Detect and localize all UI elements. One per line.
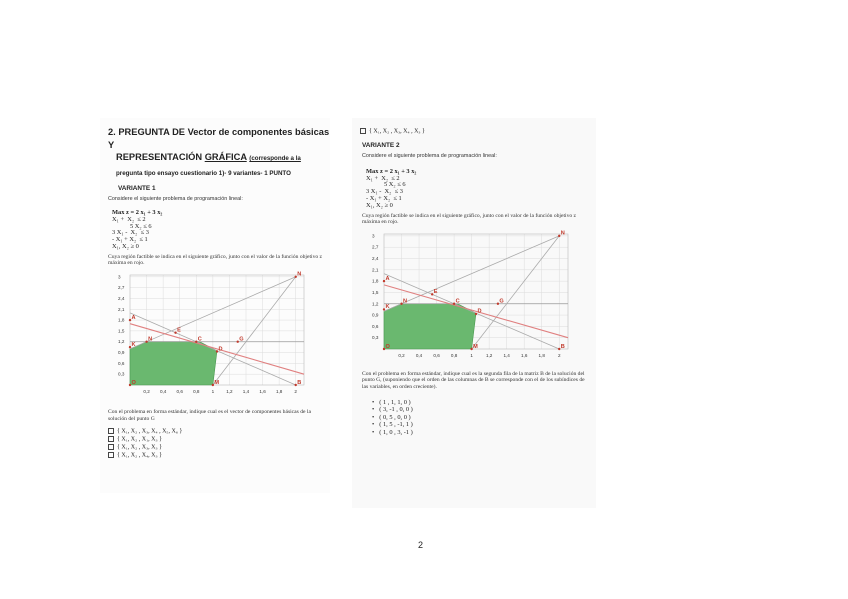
objective: Max z = 2 x₁ + 3 x₂ <box>112 209 163 216</box>
y-tick-label: 0,6 <box>118 360 125 366</box>
answer-list <box>372 399 596 437</box>
page-number: 2 <box>418 540 424 550</box>
y-tick-label: 3 <box>118 274 121 280</box>
constraint-3: 3 X₁ - X₂ ≤ 3 <box>366 188 403 196</box>
left-column <box>100 118 330 493</box>
x-tick-label: 1,6 <box>520 352 528 358</box>
constraint-3: 3 X₁ - X₂ ≤ 3 <box>112 229 149 237</box>
vertex-label: O <box>131 379 136 386</box>
x-tick-label: 0,8 <box>450 352 458 358</box>
option[interactable] <box>108 436 330 444</box>
carryover-option[interactable] <box>360 128 596 136</box>
nonnegativity: X₁, X₂ ≥ 0 <box>366 201 393 209</box>
y-tick-label: 0,3 <box>372 334 379 340</box>
vertex-label: K <box>131 341 136 348</box>
checkbox-icon[interactable] <box>108 452 114 458</box>
vertex-label: B <box>560 343 565 350</box>
vertex-label: N <box>297 271 302 278</box>
y-tick-label: 2,4 <box>372 255 379 261</box>
checkbox-icon[interactable] <box>108 428 114 434</box>
option-label: { X₁, X₂ , X₄, X₃ } <box>117 451 162 458</box>
y-tick-label: 0,6 <box>372 323 379 329</box>
constraint-4: - X₁ + X₂ ≤ 1 <box>366 194 402 202</box>
feasible-region <box>130 342 220 386</box>
x-tick-label: 0,4 <box>159 388 167 394</box>
title-line-2: REPRESENTACIÓN <box>116 152 205 162</box>
vertex-label: N <box>403 298 408 305</box>
y-tick-label: 0,9 <box>118 350 125 356</box>
answer-item[interactable]: • ( 3, -1 , 0, 0 ) <box>372 406 596 414</box>
title-line-1: PREGUNTA DE Vector de componentes básicas Y <box>108 127 330 150</box>
vertex-label: N <box>560 230 565 237</box>
vertex-label: E <box>177 327 181 334</box>
vertex-label: C <box>197 336 202 343</box>
vertex-label: G <box>239 336 244 343</box>
option[interactable] <box>108 428 330 436</box>
x-tick-label: 1,8 <box>538 352 545 358</box>
checkbox-icon[interactable] <box>360 128 366 134</box>
options-list <box>108 428 330 459</box>
x-tick-label: 2 <box>557 352 561 358</box>
y-tick-label: 1,2 <box>372 301 379 307</box>
answer-item[interactable]: • ( 1 , 1, 1, 0 ) <box>372 399 596 407</box>
y-tick-label: 0,3 <box>118 371 125 377</box>
option[interactable] <box>108 444 330 452</box>
title-note: (corresponde a la <box>249 155 301 162</box>
y-tick-label: 2,1 <box>372 267 379 273</box>
option[interactable] <box>360 128 596 136</box>
y-tick-label: 2,7 <box>372 244 379 250</box>
question-number: 2. <box>108 127 116 137</box>
title-underlined: GRÁFICA <box>204 152 247 162</box>
y-tick-label: 2,1 <box>118 306 125 312</box>
x-tick-label: 0,6 <box>176 388 183 394</box>
x-tick-label: 2 <box>294 388 297 394</box>
problem-intro: Considere el siguiente problema de programación lineal: <box>108 196 243 202</box>
title-line-3: pregunta tipo ensayo cuestionario 1)- 9 variantes- 1 PUNTO <box>116 169 291 177</box>
variant-2-heading: VARIANTE 2 <box>362 141 400 149</box>
question-text: Con el problema en forma estándar, indique cual es el vector de componentes básicas de la solución del punto G <box>108 408 311 422</box>
y-tick-label: 1,5 <box>118 328 125 334</box>
x-tick-label: 1,2 <box>485 352 493 358</box>
option-label: { X₁, X₂ , X₃, X₄ , X₃ } <box>369 128 425 135</box>
x-tick-label: 1,2 <box>226 388 233 394</box>
x-tick-label: 0,6 <box>433 352 440 358</box>
problem-intro: Considere el siguiente problema de programación lineal: <box>362 152 497 159</box>
y-tick-label: 1,5 <box>372 289 379 295</box>
x-tick-label: 1,4 <box>503 352 510 358</box>
vertex-label: D <box>218 346 223 353</box>
y-tick-label: 1,8 <box>118 317 125 323</box>
x-tick-label: 0,2 <box>143 388 150 394</box>
constraint-2: 5 X₂ ≤ 6 <box>384 181 406 189</box>
objective: Max z = 2 x₁ + 3 x₂ <box>366 167 417 175</box>
x-tick-label: 1 <box>211 388 215 394</box>
vertex-label: O <box>385 343 390 350</box>
vertex-label: E <box>433 288 438 295</box>
variant-1-heading: VARIANTE 1 <box>118 185 156 192</box>
answer-item[interactable]: • ( 0, 5 , 0, 0 ) <box>372 414 596 422</box>
x-tick-label: 0,4 <box>415 352 423 358</box>
constraint-2: 5 X₂ ≤ 6 <box>130 222 152 230</box>
checkbox-icon[interactable] <box>108 444 114 450</box>
vertex-label: M <box>214 379 220 386</box>
y-tick-label: 1,2 <box>118 339 125 345</box>
region-text: Cuya región factible se indica en el siguiente gráfico, junto con el valor de la función objetivo z máxima en rojo. <box>362 212 577 226</box>
answer-item[interactable]: • ( 1, 5 , -1, 1 ) <box>372 421 596 429</box>
question-text: Con el problema en forma estándar, indique cual es la segunda fila de la matriz B de la solución del punto G, (suponiendo que el orden de las columnas de B se corresponde con el de los subíndices de las variables, en orden creciente). <box>362 370 585 390</box>
lp-model <box>112 210 330 251</box>
y-tick-label: 3 <box>372 233 375 239</box>
x-tick-label: 1,6 <box>259 388 266 394</box>
lp-model <box>366 169 596 210</box>
question-title <box>108 126 330 180</box>
vertex-label: A <box>131 314 136 321</box>
x-tick-label: 1,8 <box>275 388 283 394</box>
vertex-label: G <box>499 298 504 305</box>
feasible-region-chart <box>362 228 572 363</box>
x-tick-label: 1 <box>470 352 473 358</box>
y-tick-label: 2,7 <box>118 285 125 291</box>
constraint-4: - X₁ + X₂ ≤ 1 <box>112 236 148 244</box>
vertex-label: A <box>385 275 390 282</box>
vertex-label: D <box>477 308 482 315</box>
constraint-1: X₁ + X₂ ≤ 2 <box>366 174 400 182</box>
region-text: Cuya región factible se indica en el siguiente gráfico, junto con el valor de la función objetivo z máxima en rojo. <box>108 253 323 267</box>
nonnegativity: X₁, X₂ ≥ 0 <box>112 242 139 250</box>
feasible-region <box>384 304 476 349</box>
y-tick-label: 0,9 <box>372 312 379 318</box>
vertex-label: N <box>148 336 153 343</box>
y-tick-label: 1,8 <box>372 278 379 284</box>
right-column <box>352 118 596 508</box>
x-tick-label: 0,2 <box>398 352 405 358</box>
option-label: { X₁, X₂ , X₃, X₃ } <box>117 444 162 451</box>
y-tick-label: 2,4 <box>118 295 125 301</box>
vertex-label: B <box>297 379 302 386</box>
answer-item[interactable]: • ( 1, 0 , 3, -1 ) <box>372 429 596 437</box>
checkbox-icon[interactable] <box>108 436 114 442</box>
vertex-label: C <box>455 298 460 305</box>
feasible-region-chart <box>108 269 308 399</box>
option[interactable] <box>108 452 330 460</box>
option-label: { X₁, X₂ , X₁, X₃ } <box>117 436 162 443</box>
vertex-label: M <box>473 343 478 350</box>
x-tick-label: 1,4 <box>242 388 250 394</box>
option-label: { X₁, X₂ , X₃, X₄ , X₅, X₆ } <box>117 428 183 435</box>
vertex-label: K <box>385 303 390 310</box>
constraint-1: X₁ + X₂ ≤ 2 <box>112 215 146 223</box>
x-tick-label: 0,8 <box>193 388 200 394</box>
